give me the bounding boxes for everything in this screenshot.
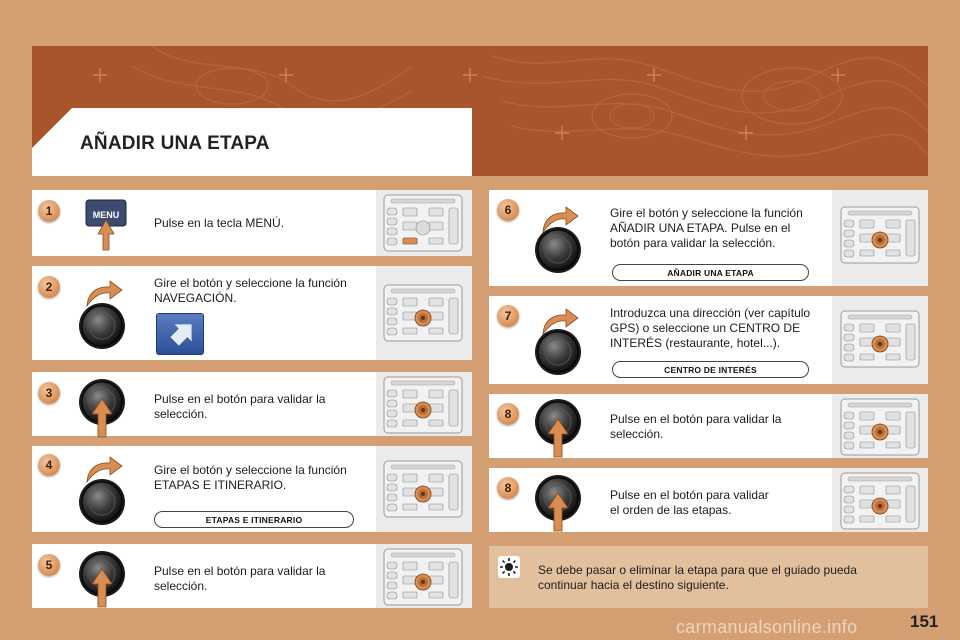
- step-6-line-1: Gire el botón y seleccione la función: [610, 206, 803, 220]
- radio-unit-icon: [383, 376, 463, 434]
- step-7-text: [610, 306, 810, 351]
- navigation-icon: [156, 313, 204, 355]
- press-arrow-icon: [90, 398, 114, 438]
- step-6-badge: 6: [497, 199, 519, 221]
- step-2-text: [154, 276, 347, 306]
- anadir-etapa-pill: AÑADIR UNA ETAPA: [612, 264, 809, 281]
- step-4-line-1: Gire el botón y seleccione la función: [154, 463, 347, 477]
- step-4-line-2: ETAPAS E ITINERARIO.: [154, 478, 287, 492]
- press-arrow-icon: [546, 418, 570, 458]
- step-8a-line-2: selección.: [610, 427, 664, 441]
- step-5-line-1: Pulse en el botón para validar la: [154, 564, 326, 578]
- menu-key-icon: [82, 196, 132, 252]
- step-8a-text: [610, 412, 781, 442]
- step-3-line-2: selección.: [154, 407, 208, 421]
- step-7-line-1: Introduzca una dirección (ver capítulo: [610, 306, 811, 320]
- step-6-line-3: botón para validar la selección.: [610, 236, 776, 250]
- step-7-badge: 7: [497, 305, 519, 327]
- step-4-badge: 4: [38, 454, 60, 476]
- step-5-text: [154, 564, 325, 594]
- step-5-line-2: selección.: [154, 579, 208, 593]
- step-8a-line-1: Pulse en el botón para validar la: [610, 412, 782, 426]
- radio-unit-icon: [383, 460, 463, 518]
- step-8b-line-2: el orden de las etapas.: [610, 503, 732, 517]
- radio-unit-icon: [383, 284, 463, 342]
- radio-unit-icon: [840, 310, 920, 368]
- menu-key-label: MENU: [92, 210, 120, 220]
- press-arrow-icon: [546, 492, 570, 532]
- press-arrow-icon: [90, 568, 114, 608]
- step-7-line-3: INTERÉS (restaurante, hotel...).: [610, 336, 781, 350]
- centro-interes-pill: CENTRO DE INTERÉS: [612, 361, 809, 378]
- step-2-badge: 2: [38, 276, 60, 298]
- etapas-itinerario-pill: ETAPAS E ITINERARIO: [154, 511, 354, 528]
- rotary-knob-icon: [78, 478, 126, 526]
- page-title: AÑADIR UNA ETAPA: [80, 133, 270, 154]
- rotary-knob-icon: [534, 328, 582, 376]
- page-number: 151: [910, 612, 939, 631]
- note-text: Se debe pasar o eliminar la etapa para que el guiado pueda continuar hacia el destino siguiente.: [538, 563, 857, 592]
- step-6-text: [610, 206, 803, 251]
- step-1-text: [154, 216, 284, 231]
- radio-unit-icon: [840, 472, 920, 530]
- step-8a-badge: 8: [497, 403, 519, 425]
- step-2-line-2: NAVEGACIÓN.: [154, 291, 237, 305]
- step-1-line-1: Pulse en la tecla MENÚ.: [154, 216, 285, 230]
- step-1-badge: 1: [38, 200, 60, 222]
- radio-unit-icon: [383, 194, 463, 252]
- step-6-line-2: AÑADIR UNA ETAPA. Pulse en el: [610, 221, 791, 235]
- radio-unit-icon: [383, 548, 463, 606]
- step-7-line-2: GPS) o seleccione un CENTRO DE: [610, 321, 801, 335]
- step-8b-text: [610, 488, 769, 518]
- watermark: carmanualsonline.info: [676, 617, 858, 637]
- rotary-knob-icon: [78, 302, 126, 350]
- radio-unit-icon: [840, 206, 920, 264]
- step-8b-badge: 8: [497, 477, 519, 499]
- step-8b-line-1: Pulse en el botón para validar: [610, 488, 769, 502]
- tip-sun-icon: [498, 556, 520, 578]
- step-2-line-1: Gire el botón y seleccione la función: [154, 276, 347, 290]
- step-3-line-1: Pulse en el botón para validar la: [154, 392, 326, 406]
- step-3-text: [154, 392, 325, 422]
- step-4-text: [154, 463, 347, 493]
- rotary-knob-icon: [534, 226, 582, 274]
- radio-unit-icon: [840, 398, 920, 456]
- step-3-badge: 3: [38, 382, 60, 404]
- step-5-badge: 5: [38, 554, 60, 576]
